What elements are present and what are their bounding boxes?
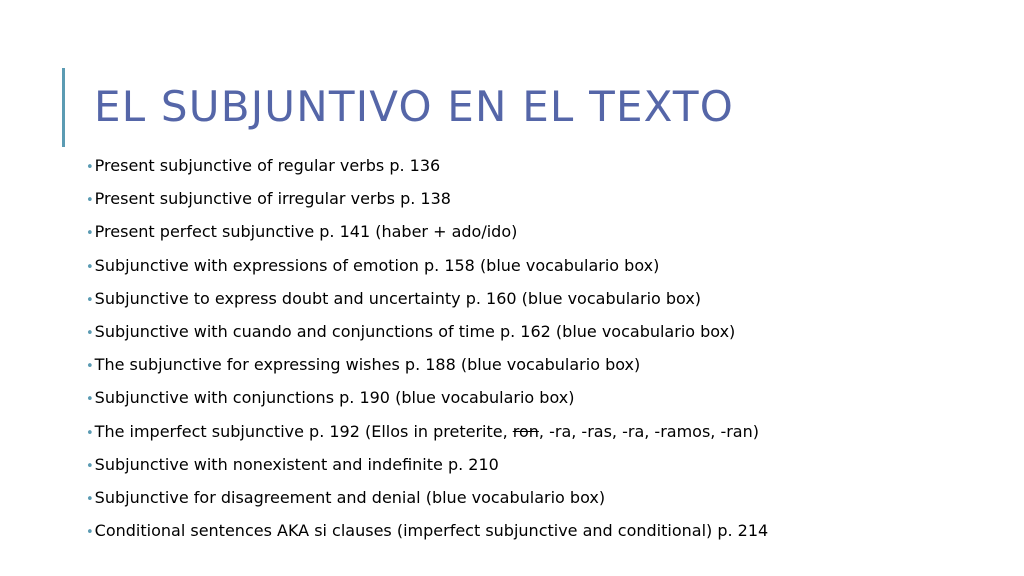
list-item <box>86 185 768 218</box>
list-item-text: Conditional sentences AKA si clauses (imperfect subjunctive and conditional) p. 214 <box>94 521 769 541</box>
list-item <box>86 285 768 318</box>
list-item <box>86 384 768 417</box>
list-item <box>86 451 768 484</box>
bullet-icon: • <box>86 226 94 242</box>
bullet-icon: • <box>86 193 94 209</box>
list-item <box>86 418 768 451</box>
list-item <box>86 152 768 185</box>
bullet-icon: • <box>86 359 94 375</box>
list-item-text: Subjunctive with conjunctions p. 190 (blue vocabulario box) <box>94 388 575 408</box>
bullet-icon: • <box>86 525 94 541</box>
list-item-text: The imperfect subjunctive p. 192 (Ellos in preterite, <box>94 421 513 441</box>
list-item-text: Subjunctive with expressions of emotion p. 158 (blue vocabulario box) <box>94 255 660 275</box>
bullet-icon: • <box>86 259 94 275</box>
list-item <box>86 252 768 285</box>
struck-text: ron <box>512 421 539 441</box>
title-accent-bar <box>62 68 65 147</box>
list-item-text: Present perfect subjunctive p. 141 (haber + ado/ido) <box>94 222 518 242</box>
list-item-text: Subjunctive to express doubt and uncertainty p. 160 (blue vocabulario box) <box>94 288 702 308</box>
list-item-text: The subjunctive for expressing wishes p. 188 (blue vocabulario box) <box>94 355 641 375</box>
bullet-icon: • <box>86 292 94 308</box>
list-item-text: Subjunctive with cuando and conjunctions of time p. 162 (blue vocabulario box) <box>94 321 736 341</box>
bullet-icon: • <box>86 325 94 341</box>
list-item-text: Subjunctive with nonexistent and indefinite p. 210 <box>94 454 499 474</box>
list-item <box>86 218 768 251</box>
list-item-text: Present subjunctive of irregular verbs p. 138 <box>94 189 451 209</box>
list-item <box>86 517 768 550</box>
list-item <box>86 351 768 384</box>
bullet-icon: • <box>86 425 94 441</box>
bullet-list <box>86 152 768 550</box>
bullet-icon: • <box>86 160 94 175</box>
list-item-text: Subjunctive for disagreement and denial (blue vocabulario box) <box>94 487 606 507</box>
slide-title: EL SUBJUNTIVO EN EL TEXTO <box>94 82 735 131</box>
bullet-icon: • <box>86 392 94 408</box>
list-item <box>86 318 768 351</box>
bullet-icon: • <box>86 458 94 474</box>
bullet-icon: • <box>86 491 94 507</box>
list-item-text: , -ra, -ras, -ra, -ramos, -ran) <box>538 421 759 441</box>
list-item <box>86 484 768 517</box>
list-item-text: Present subjunctive of regular verbs p. 136 <box>94 156 441 175</box>
